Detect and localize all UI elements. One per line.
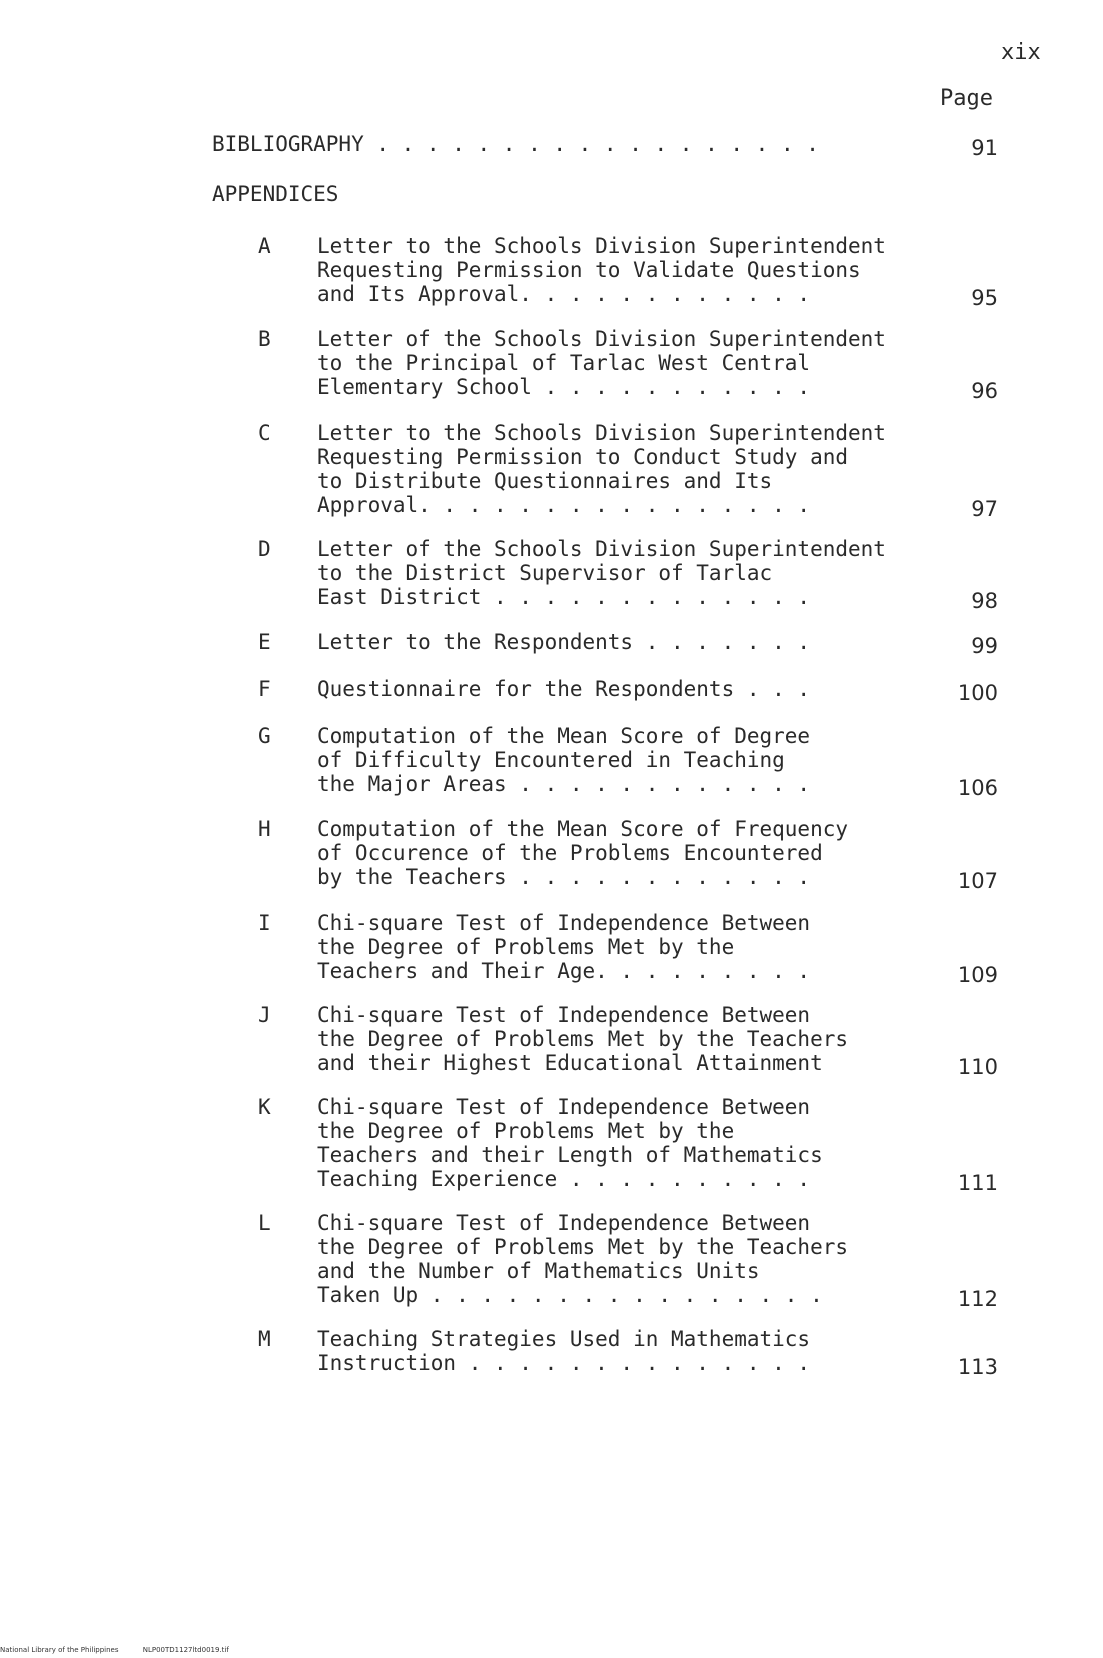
appendix-letter: M: [258, 1327, 271, 1351]
appendix-title-line: Teaching Strategies Used in Mathematics: [317, 1327, 811, 1351]
appendix-title-line: the Degree of Problems Met by the: [317, 935, 735, 959]
appendix-page: 106: [957, 776, 998, 800]
page-column-header: Page: [940, 86, 993, 111]
footer-library: National Library of the Philippines: [0, 1646, 119, 1654]
appendix-title-line: to Distribute Questionnaires and Its: [317, 469, 773, 493]
bibliography-label: BIBLIOGRAPHY . . . . . . . . . . . . . . . . . .: [212, 132, 819, 156]
appendix-title-line: Letter to the Schools Division Superintendent: [317, 234, 886, 258]
appendix-title-line: and their Highest Educational Attainment: [317, 1051, 823, 1075]
appendix-page: 100: [957, 681, 998, 705]
appendix-title-line: of Occurence of the Problems Encountered: [317, 841, 823, 865]
appendix-title-line: Chi-square Test of Independence Between: [317, 911, 811, 935]
appendix-title-line: to the District Supervisor of Tarlac: [317, 561, 773, 585]
appendix-page: 98: [971, 589, 998, 613]
appendix-page: 96: [971, 379, 998, 403]
appendix-letter: G: [258, 724, 271, 748]
appendix-title-line: the Degree of Problems Met by the Teachers: [317, 1027, 849, 1051]
appendix-letter: J: [258, 1003, 271, 1027]
appendix-title-line: Teachers and Their Age. . . . . . . . .: [317, 959, 811, 983]
appendix-page: 107: [957, 869, 998, 893]
appendix-title: [317, 1095, 917, 1191]
appendix-letter: B: [258, 327, 271, 351]
appendix-letter: C: [258, 421, 271, 445]
appendix-title-line: East District . . . . . . . . . . . . .: [317, 585, 811, 609]
appendix-title-line: Computation of the Mean Score of Frequency: [317, 817, 849, 841]
appendix-title-line: Letter to the Respondents . . . . . . .: [317, 630, 811, 654]
appendix-title-line: by the Teachers . . . . . . . . . . . .: [317, 865, 811, 889]
appendix-title-line: Taken Up . . . . . . . . . . . . . . . .: [317, 1283, 823, 1307]
appendix-title-line: Letter of the Schools Division Superintendent: [317, 327, 886, 351]
bibliography-page: 91: [971, 136, 998, 160]
appendix-title-line: the Major Areas . . . . . . . . . . . .: [317, 772, 811, 796]
appendix-letter: K: [258, 1095, 271, 1119]
appendix-title: [317, 817, 917, 889]
appendix-page: 97: [971, 497, 998, 521]
appendices-heading: APPENDICES: [212, 182, 339, 206]
appendix-page: 112: [957, 1287, 998, 1311]
appendix-title: [317, 234, 917, 306]
appendix-title-line: Letter to the Schools Division Superintendent: [317, 421, 886, 445]
appendix-letter: L: [258, 1211, 271, 1235]
appendix-title: [317, 630, 917, 654]
appendix-title-line: the Degree of Problems Met by the Teachers: [317, 1235, 849, 1259]
appendix-title: [317, 724, 917, 796]
appendix-title: [317, 911, 917, 983]
appendix-page: 109: [957, 963, 998, 987]
appendix-title: [317, 421, 917, 517]
appendix-title-line: Instruction . . . . . . . . . . . . . .: [317, 1351, 811, 1375]
appendix-title-line: and the Number of Mathematics Units: [317, 1259, 760, 1283]
page-number: xix: [1001, 40, 1041, 65]
footer-file: NLP00TD1127ltd0019.tif: [142, 1646, 229, 1654]
appendix-letter: E: [258, 630, 271, 654]
appendix-page: 95: [971, 286, 998, 310]
appendix-title-line: Computation of the Mean Score of Degree: [317, 724, 811, 748]
appendix-title-line: Chi-square Test of Independence Between: [317, 1003, 811, 1027]
appendix-title-line: to the Principal of Tarlac West Central: [317, 351, 811, 375]
appendix-title: [317, 1211, 917, 1307]
appendix-title: [317, 1003, 917, 1075]
appendix-title-line: Elementary School . . . . . . . . . . .: [317, 375, 811, 399]
appendix-title: [317, 537, 917, 609]
appendix-title: [317, 677, 917, 701]
appendix-title-line: the Degree of Problems Met by the: [317, 1119, 735, 1143]
appendix-title-line: and Its Approval. . . . . . . . . . . .: [317, 282, 811, 306]
appendix-title-line: Teachers and their Length of Mathematics: [317, 1143, 823, 1167]
appendix-letter: A: [258, 234, 271, 258]
appendix-letter: H: [258, 817, 271, 841]
appendix-title: [317, 1327, 917, 1375]
appendix-letter: F: [258, 677, 271, 701]
appendix-letter: I: [258, 911, 271, 935]
appendix-page: 113: [957, 1355, 998, 1379]
appendix-page: 99: [971, 634, 998, 658]
appendix-title-line: Chi-square Test of Independence Between: [317, 1211, 811, 1235]
appendix-page: 110: [957, 1055, 998, 1079]
footer: [0, 1646, 251, 1654]
appendix-letter: D: [258, 537, 271, 561]
appendix-title-line: Letter of the Schools Division Superintendent: [317, 537, 886, 561]
appendix-title-line: of Difficulty Encountered in Teaching: [317, 748, 785, 772]
appendix-title-line: Requesting Permission to Conduct Study and: [317, 445, 849, 469]
appendix-title: [317, 327, 917, 399]
appendix-title-line: Approval. . . . . . . . . . . . . . . .: [317, 493, 811, 517]
appendix-title-line: Chi-square Test of Independence Between: [317, 1095, 811, 1119]
appendix-page: 111: [957, 1171, 998, 1195]
appendix-title-line: Requesting Permission to Validate Questions: [317, 258, 861, 282]
appendix-title-line: Teaching Experience . . . . . . . . . .: [317, 1167, 811, 1191]
appendix-title-line: Questionnaire for the Respondents . . .: [317, 677, 811, 701]
